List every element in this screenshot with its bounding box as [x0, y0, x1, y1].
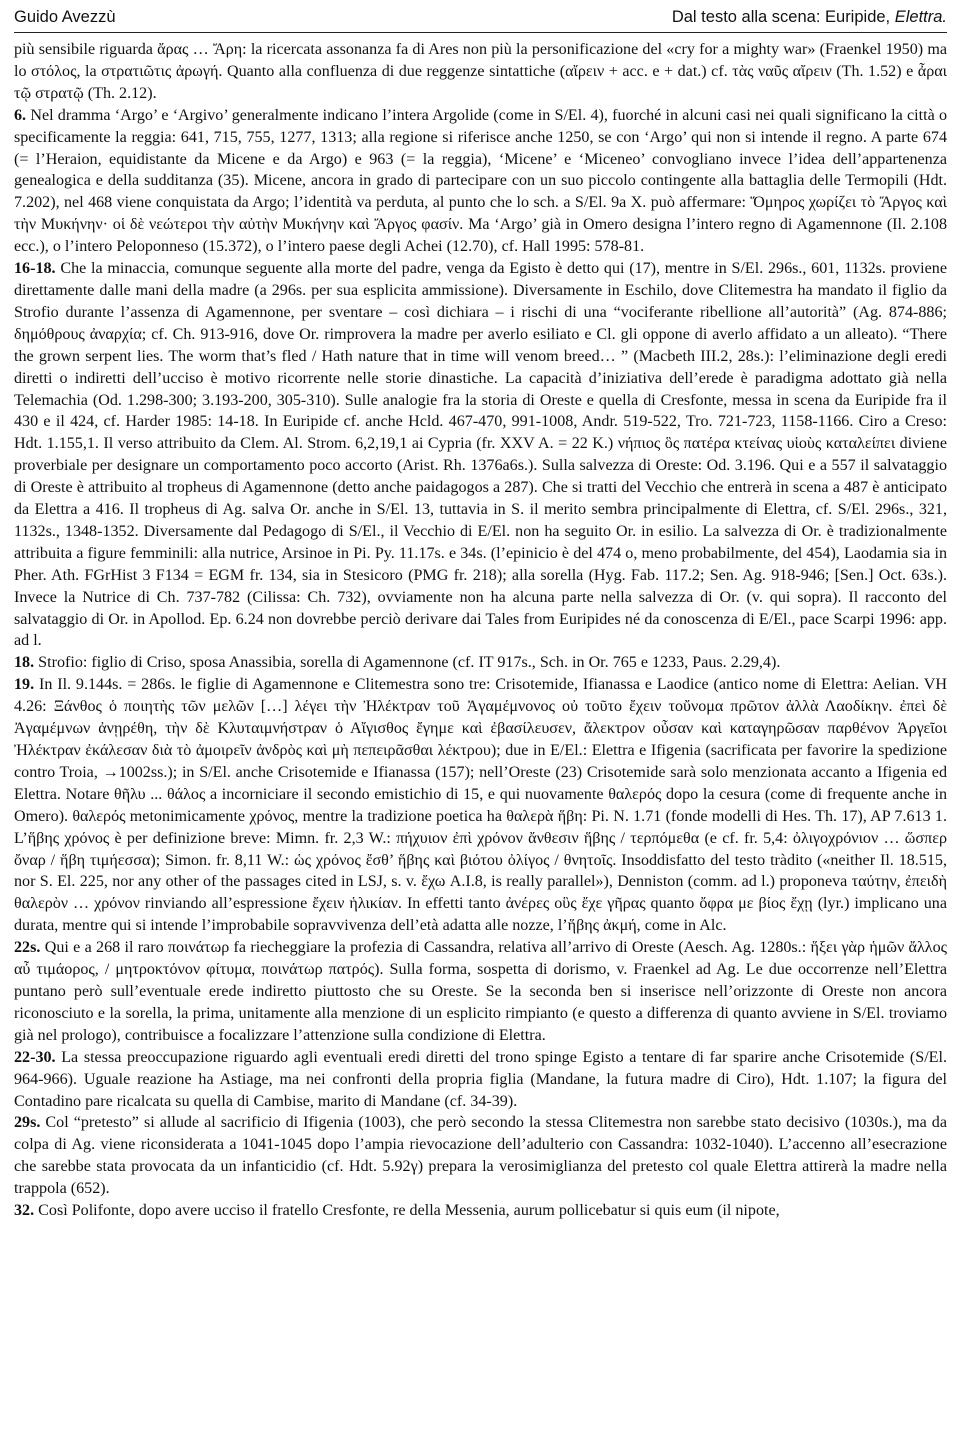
note-text: Col “pretesto” si allude al sacrificio di Ifigenia (1003), che però secondo la stessa Clitemestra non sarebbe stato decisivo (1030s.), ma da colpa di Ag. viene riconsiderata a 1041-1045 dopo l’ampia rievocazione dell’adulterio con Cassandra: 1032-1040). L’accenno all’esecrazione che sarebbe stata provocata da un infanticidio (cf. Hdt. 5.92γ) prepara la verosimiglianza del pretesto col quale Elettra attirerà la madre nella trappola (652). [14, 1114, 947, 1198]
commentary-note [14, 105, 947, 258]
note-number: 22-30. [14, 1048, 56, 1066]
commentary-note [14, 39, 947, 105]
document-page [14, 6, 947, 1222]
header-title [672, 6, 947, 28]
note-text: Nel dramma ‘Argo’ e ‘Argivo’ generalmente indicano l’intera Argolide (come in S/El. 4), fuorché in alcuni casi nei quali significano la città o specificamente la reggia: 641, 715, 755, 1277, 1313; alla regione si riferisce anche 1250, se con ‘Argo’ qui non si intende il regno. A parte 674 (= l’Heraion, equidistante da Micene e da Argo) e 963 (= la reggia), ‘Micene’ e ‘Miceneo’ convogliano invece l’idea dell’appartenenza genealogica e della sudditanza (35). Micene, ancora in grado di partecipare con un suo piccolo contingente alla battaglia delle Termopili (Hdt. 7.202), nel 468 viene conquistata da Argo; l’identità va perduta, al punto che lo sch. a S/El. 9a X. può affermare: Ὅμηρος χωρίζει τὸ Ἄργος καὶ τὴν Μυκήνην· οἱ δὲ νεώτεροι τὴν αὐτὴν Μυκήνην καὶ Ἄργος φασίν. Ma ‘Argo’ già in Omero designa l’intero regno di Agamennone (Il. 2.108 ecc.), o l’intero Peloponneso (15.372), o l’intero paese degli Achei (12.70), cf. Hall 1995: 578-81. [14, 106, 947, 256]
note-text: Qui e a 268 il raro ποινάτωρ fa riecheggiare la profezia di Cassandra, relativa all’arrivo di Oreste (Aesch. Ag. 1280s.: ἥξει γὰρ ἡμῶν ἄλλος αὖ τιμάορος, / μητροκτόνον φίτυμα, ποινάτωρ πατρός). Sulla forma, sospetta di dorismo, v. Fraenkel ad Ag. Le due occorrenze nell’Elettra puntano però sull’eventuale erede indiretto piuttosto che su Oreste. Se la seconda ben si inserisce nell’orizzonte di Oreste non ancora riconosciuto e la sorella, la prima, unitamente alla menzione di un esplicito rimpianto (e questo a differenza di quanto avviene in S/El. troviamo già nel prologo), contribuisce a focalizzare l’attenzione sulla condizione di Elettra. [14, 939, 947, 1044]
commentary-note [14, 258, 947, 652]
note-number: 22s. [14, 939, 41, 957]
note-text: Che la minaccia, comunque seguente alla morte del padre, venga da Egisto è detto qui (17), mentre in S/El. 296s., 601, 1132s. proviene direttamente dalle mani della madre (a 296s. per sua esplicita ammissione). Diversamente in Eschilo, dove Clitemestra ha mandato il figlio da Strofio durante l’assenza di Agamennone, per sventare – così dichiara – i rischi di una “vociferante ribellione all’autorità” (Ag. 874-886; δημόθρους ἀναρχία; cf. Ch. 913-916, dove Or. rimprovera la madre per averlo esiliato e Cl. gli oppone di averlo affidato a un alleato). “There the grown serpent lies. The worm that’s fled / Hath nature that in time will venom breed… ” (Macbeth III.2, 28s.): l’eliminazione degli eredi diretti o indiretti dell’ucciso è motivo ricorrente nelle storie dinastiche. La capacità d’iniziativa dell’erede è paradigma adottato già nella Telemachia (Od. 1.298-300; 3.193-200, 305-310). Sulle analogie fra la storia di Oreste e quella di Cresfonte, messa in scena da Euripide fra il 430 e il 424, cf. Harder 1985: 14-18. In Euripide cf. anche Hcld. 467-470, 991-1008, Andr. 519-522, Tro. 721-723, 1158-1166. Ciro a Creso: Hdt. 1.155,1. Il verso attribuito da Clem. Al. Strom. 6,2,19,1 ai Cypria (fr. XXV A. = 22 K.) νήπιος ὃς πατέρα κτείνας υἱοὺς καταλείπει diviene proverbiale per designare un comportamento poco accorto (Arist. Rh. 1376a6s.). Sulla salvezza di Oreste: Od. 3.196. Qui e a 557 il salvataggio di Oreste è attribuito al tropheus di Agamennone (detto anche paidagogos a 287). Che si tratti del Vecchio che entrerà in scena a 487 è anticipato da Elettra a 416. Il tropheus di Ag. salva Or. anche in S/El. 13, tuttavia in S. il merito sembra principalmente di Elettra, cf. S/El. 296s., 321, 1132s., 1348-1352. Diversamente dal Pedagogo di S/El., il Vecchio di E/El. non ha seguito Or. in esilio. La salvezza di Or. è tradizionalmente attribuita a figure femminili: alla nutrice, Arsinoe in Pi. Py. 11.17s. e 34s. (l’epinicio è del 474 o, meno probabilmente, del 454), Laodamia sia in Pher. Ath. FGrHist 3 F134 = EGM fr. 134, sia in Stesicoro (PMG fr. 218); alla sorella (Hyg. Fab. 117.2; Sen. Ag. 918-946; [Sen.] Oct. 63s.). Invece la Nutrice di Ch. 737-782 (Cilissa: Ch. 732), ovviamente non ha alcuna parte nella salvezza di Or. (v. qui sopra). Il racconto del salvataggio di Or. in Apollod. Ep. 6.24 non dovrebbe perciò derivare dai Tales from Euripides né da conoscenza di E/El., pace Scarpi 1996: app. ad l. [14, 260, 947, 650]
note-number: 19. [14, 676, 35, 694]
note-text: Strofio: figlio di Criso, sposa Anassibia, sorella di Agamennone (cf. IT 917s., Sch. in Or. 765 e 1233, Paus. 2.29,4). [38, 654, 781, 672]
note-number: 16-18. [14, 260, 56, 278]
note-number: 18. [14, 654, 35, 672]
header-author: Guido Avezzù [14, 8, 116, 26]
commentary-note [14, 1200, 947, 1222]
header-rule [14, 32, 947, 33]
note-text: La stessa preoccupazione riguardo agli eventuali eredi diretti del trono spinge Egisto a tentare di far sparire anche Crisotemide (S/El. 964-966). Uguale reazione ha Astiage, ma nei confronti della propria figlia (Mandane, la futura madre di Ciro), Hdt. 1.107; la figura del Contadino pare ricalcata su quella di Cambise, marito di Mandane (cf. 34-39). [14, 1048, 948, 1110]
note-text: Così Polifonte, dopo avere ucciso il fratello Cresfonte, re della Messenia, aurum pollicebatur si quis eum (il nipote, [38, 1202, 780, 1220]
header-title-prefix: Dal testo alla scena: Euripide, [671, 8, 895, 26]
commentary-note [14, 937, 947, 1047]
note-number: 6. [14, 106, 27, 124]
commentary-body [14, 39, 947, 1222]
commentary-note [14, 674, 947, 937]
commentary-note [14, 1112, 947, 1200]
note-number: 29s. [14, 1114, 41, 1132]
commentary-note [14, 652, 947, 674]
note-text: più sensibile riguarda ἄρας … Ἄρη: la ricercata assonanza fa di Ares non più la personificazione del «cry for a mighty war» (Fraenkel 1950) ma lo στόλος, la στρατιῶτις ἀρωγή. Quanto alla confluenza di due reggenze sintattiche (αἴρειν + acc. e + dat.) cf. τὰς ναῦς αἴρειν (Th. 1.52) e ἆραι τῷ στρατῷ (Th. 2.12). [14, 41, 947, 102]
commentary-note [14, 1047, 947, 1113]
running-header [14, 6, 947, 32]
note-number: 32. [14, 1202, 35, 1220]
header-title-italic: Elettra. [894, 8, 947, 26]
note-text: In Il. 9.144s. = 286s. le figlie di Agamennone e Clitemestra sono tre: Crisotemide, Ifianassa e Laodice (antico nome di Elettra: Aelian. VH 4.26: Ξάνθος ὁ ποιητὴς τῶν μελῶν […] λέγει τὴν Ἠλέκτραν τοῦ Ἀγαμέμνονος οὐ τοῦτο ἔχειν τοὔνομα πρῶτον ἀλλὰ Λαοδίκην. ἐπεὶ δὲ Ἀγαμέμνων ἀνῃρέθη, τὴν δὲ Κλυταιμνήστραν ὁ Αἴγισθος ἔγημε καὶ ἐβασίλευσεν, ἄλεκτρον οὖσαν καὶ καταγηρῶσαν παρθένον Ἀργεῖοι Ἠλέκτραν ἐκάλεσαν διὰ τὸ ἀμοιρεῖν ἀνδρὸς καὶ μὴ πεπειρᾶσθαι λέκτρου); due in E/El.: Elettra e Ifigenia (sacrificata per favorire la spedizione contro Troia, →1002ss.); in S/El. anche Crisotemide e Ifianassa (157); nell’Oreste (23) Crisotemide sarà solo menzionata accanto a Ifigenia ed Elettra. Notare θῆλυ ... θάλος a incorniciare il secondo emistichio di 15, e qui nuovamente θαλερός dopo la cesura (come di frequente anche in Omero). θαλερός metonimicamente χρόνος, mentre la tradizione poetica ha θαλερὰ ἥβη: Pi. N. 1.71 (fonde modelli di Hes. Th. 17), AP 7.613 1. L’ἥβης χρόνος è per definizione breve: Mimn. fr. 2,3 W.: πήχυιον ἐπὶ χρόνον ἄνθεσιν ἥβης / τερπόμεθα (e cf. fr. 5,4: ὀλιγοχρόνιον … ὥσπερ ὄναρ / ἥβη τιμήεσσα); Simon. fr. 8,11 W.: ὡς χρόνος ἔσθ’ ἥβης καὶ βιότου ὀλίγος / θνητοῖς. Insoddisfatto del testo tràdito («neither Il. 18.515, nor S. El. 225, nor any other of the passages cited in LSJ, s. v. ἔχω A.I.8, is really parallel»), Denniston (comm. ad l.) proponeva ταύτην, ἐπειδὴ θαλερὸν … χρόνον rinviando all’espressione ἔχειν ἡλικίαν. In effetti tanto ἀνέρες οὓς ἔχε γῆρας quanto ὄφρα με βίος ἔχῃ (lyr.) implicano una durata, mentre qui si intende l’improbabile sopravvivenza dell’età adatta alle nozze, l’ἥβης ἀκμή, come in Alc. [14, 676, 947, 935]
